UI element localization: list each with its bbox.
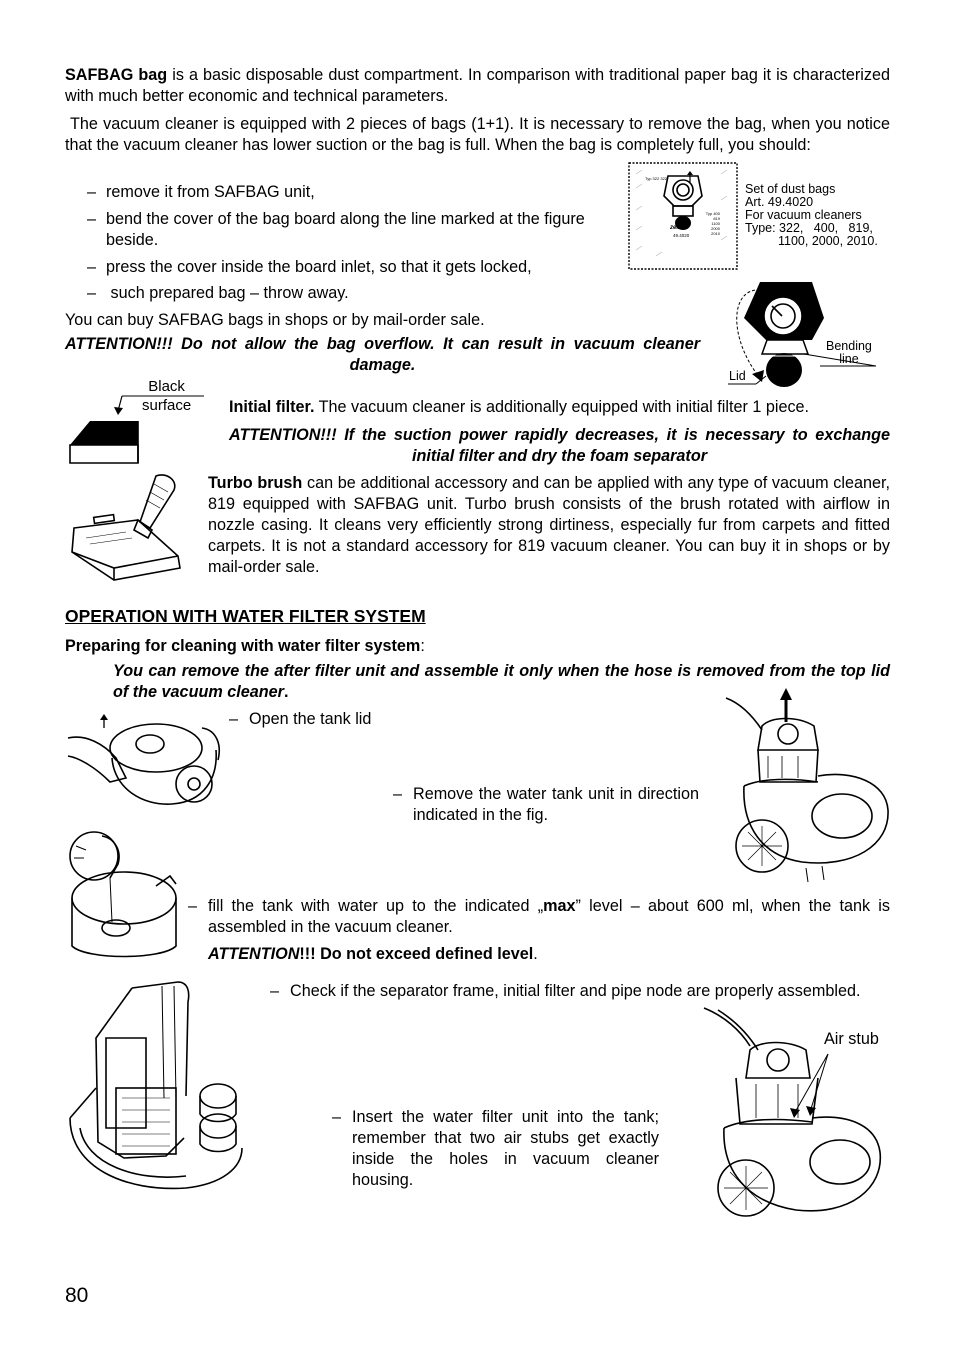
safbag-buy-text: You can buy SAFBAG bags in shops or by mail-order sale. xyxy=(65,311,485,329)
bag-type-value: Typ 400 xyxy=(705,211,720,216)
bag-type-value: 819 xyxy=(713,216,720,221)
step-insert-water-filter xyxy=(332,1107,659,1191)
bag-caption-line: For vacuum cleaners xyxy=(745,208,862,222)
fill-tank-illustration xyxy=(66,826,184,960)
initial-filter-attention-text: ATTENTION!!! If the suction power rapidly decreases, it is necessary to exchange initial filter and dry the foam separator xyxy=(229,426,890,465)
list-item: Check if the separator frame, initial filter and pipe node are properly assembled. xyxy=(290,982,861,1000)
bag-type-value: 2010 xyxy=(711,231,720,236)
initial-filter-term: Initial filter. xyxy=(229,398,315,416)
dust-bag-board-illustration xyxy=(626,160,742,272)
water-filter-note-text: You can remove the after filter unit and assemble it only when the hose is removed from the top lid of the vacuum cleaner xyxy=(113,662,890,701)
safbag-attention xyxy=(65,334,700,376)
separator-assembly-illustration xyxy=(66,978,244,1194)
step-fill-text-end: ” level – about 600 ml, when the tank is assembled in the vacuum cleaner. xyxy=(208,897,890,936)
list-item: bend the cover of the bag board along the line marked at the figure beside. xyxy=(106,210,585,249)
fill-attention xyxy=(208,944,808,965)
list-item: Remove the water tank unit in direction indicated in the fig. xyxy=(413,785,699,824)
list-item: Open the tank lid xyxy=(249,710,372,728)
bending-line-label-word: Bending xyxy=(826,339,872,353)
bending-line-label xyxy=(826,340,872,366)
list-dash: – xyxy=(87,258,97,276)
list-dash: – xyxy=(87,183,97,201)
safbag-attention-text: ATTENTION!!! Do not allow the bag overflow. It can result in vacuum cleaner damage. xyxy=(65,335,700,374)
safbag-para2-text: The vacuum cleaner is equipped with 2 pieces of bags (1+1). It is necessary to remove the bag, when you notice that the vacuum cleaner has lower suction or the bag is full. When the bag is completely full, you should: xyxy=(65,115,890,154)
remove-water-tank-illustration xyxy=(722,686,892,888)
lid-label: Lid xyxy=(729,369,746,383)
step-fill-tank xyxy=(188,896,890,938)
step-fill-text: fill the tank with water up to the indicated „ xyxy=(208,897,544,915)
open-tank-lid-illustration xyxy=(66,708,222,810)
safbag-intro-text: is a basic disposable dust compartment. In comparison with traditional paper bag it is characterized with much better economic and technical parameters. xyxy=(65,66,890,105)
black-surface-label-word: Black xyxy=(148,378,185,395)
list-dash: – xyxy=(393,785,403,803)
bag-types-right xyxy=(700,211,720,236)
water-filter-note-end: . xyxy=(283,683,289,701)
bag-caption-line: Art. 49.4020 xyxy=(745,195,814,209)
list-item: such prepared bag – throw away. xyxy=(106,284,349,302)
water-filter-subheading-colon: : xyxy=(420,637,425,655)
bag-code: 49.4020 xyxy=(673,233,690,238)
list-item: Insert the water filter unit into the tank; remember that two air stubs get exactly inside the holes in vacuum cleaner housing. xyxy=(352,1108,659,1189)
step-check-separator xyxy=(270,981,890,1002)
initial-filter-text xyxy=(229,397,894,418)
safbag-intro xyxy=(65,65,890,107)
safbag-step-3 xyxy=(87,257,607,278)
safbag-para2 xyxy=(65,114,890,156)
water-filter-subheading xyxy=(65,636,765,657)
safbag-step-4 xyxy=(87,283,607,304)
black-surface-label-word: surface xyxy=(142,397,192,414)
bag-type-value: 1100 xyxy=(711,221,720,226)
turbo-brush-term: Turbo brush xyxy=(208,474,303,492)
list-dash: – xyxy=(87,210,97,228)
bag-type-value: 2000 xyxy=(711,226,720,231)
list-item: press the cover inside the board inlet, so that it gets locked, xyxy=(106,258,532,276)
bag-brand-logo: zelmer xyxy=(670,225,690,231)
bag-caption-line: Set of dust bags xyxy=(745,182,836,196)
step-remove-water-tank xyxy=(393,784,699,826)
fill-attention-word: ATTENTION xyxy=(208,945,300,963)
page-number: 80 xyxy=(65,1284,89,1307)
turbo-brush-description: can be additional accessory and can be applied with any type of vacuum cleaner, 819 equipped with SAFBAG unit. Turbo brush consists of the brush rotated with airflow in nozzle casing. It cleans very efficiently strong dirtiness, especially fur from carpets and fitted carpets. It is not a standard accessory for 819 vacuum cleaner. You can buy it in shops or by mail-order sale. xyxy=(208,474,890,576)
list-dash: – xyxy=(229,710,239,728)
initial-filter-illustration xyxy=(66,393,208,465)
fill-attention-end: . xyxy=(533,945,538,963)
bag-caption-line: 1100, 2000, 2010. xyxy=(778,234,878,248)
list-dash: – xyxy=(188,897,198,915)
bag-types-left: Typ 322 322 xyxy=(645,176,668,181)
air-stub-label: Air stub xyxy=(824,1030,879,1048)
list-dash: – xyxy=(87,284,97,302)
list-dash: – xyxy=(270,982,280,1000)
initial-filter-description: The vacuum cleaner is additionally equipped with initial filter 1 piece. xyxy=(314,398,810,416)
safbag-step-2 xyxy=(87,209,597,251)
safbag-step-1 xyxy=(87,182,607,203)
turbo-brush-text xyxy=(208,473,890,578)
insert-water-filter-illustration xyxy=(700,1006,886,1222)
section-heading-water-filter: OPERATION WITH WATER FILTER SYSTEM xyxy=(65,606,426,626)
safbag-buy xyxy=(65,310,665,331)
fill-attention-text: !!! Do not exceed defined level xyxy=(299,945,534,963)
max-level-label: max xyxy=(543,897,576,915)
list-item: remove it from SAFBAG unit, xyxy=(106,183,315,201)
turbo-brush-illustration xyxy=(66,472,186,584)
safbag-term: SAFBAG bag xyxy=(65,66,168,84)
list-dash: – xyxy=(332,1108,342,1126)
bending-line-label-word: line xyxy=(839,352,859,366)
bag-caption xyxy=(745,183,895,248)
initial-filter-attention xyxy=(229,425,890,467)
bag-caption-line: Type: 322, 400, 819, xyxy=(745,221,873,235)
step-open-tank-lid xyxy=(229,709,529,730)
water-filter-subheading-text: Preparing for cleaning with water filter system xyxy=(65,637,421,655)
